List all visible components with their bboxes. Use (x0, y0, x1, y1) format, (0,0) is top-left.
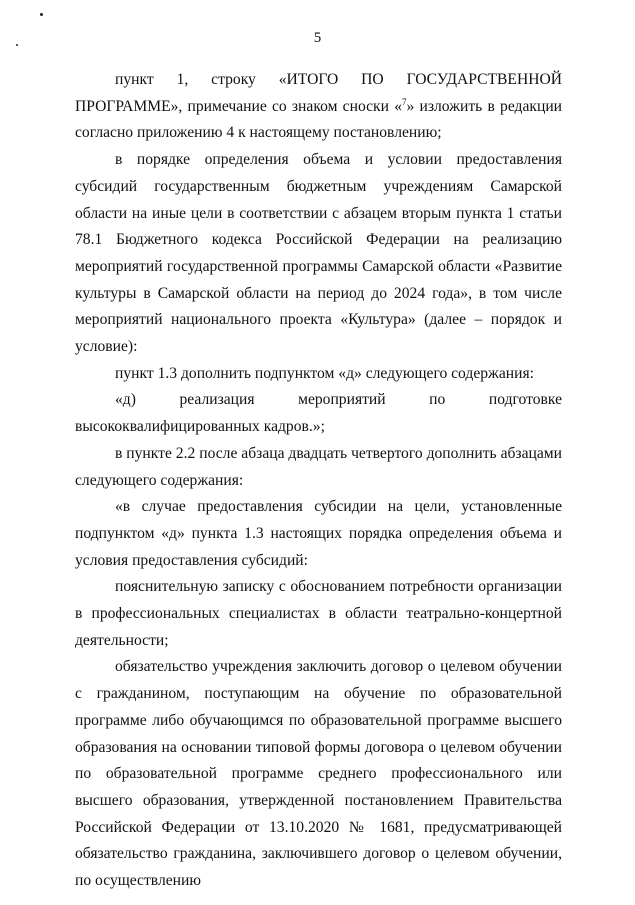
paragraph-6: «в случае предоставления субсидии на цели, установленные подпунктом «д» пункта 1.3 настоящих порядка определения объема и условия предоставления субсидий: (75, 498, 562, 569)
paragraph-2: в порядке определения объема и условии предоставления субсидий государственным бюджетным учреждениям Самарской области на иные цели в соответствии с абзацем вторым пункта 1 статьи 78.1 Бюджетного кодекса Российской Федерации на реализацию мероприятий государственной программы Самарской области «Развитие культуры в Самарской области на период до 2024 года», в том числе мероприятий национального проекта «Культура» (далее – порядок и условие): (75, 151, 562, 356)
paragraph-8: обязательство учреждения заключить договор о целевом обучении с гражданином, поступающим на обучение по образовательной программе либо обучающимся по образовательной программе высшего образования на основании типовой формы договора о целевом обучении по образовательной программе среднего профессионального или высшего образования, утвержденной постановлением Правительства Российской Федерации от 13.10.2020 № 1681, предусматривающей обязательство гражданина, заключившего договор о целевом обучении, по осуществлению (75, 658, 562, 890)
paragraph-1-text-end: » изложить в редакции согласно приложению 4 к настоящему постановлению; (75, 97, 563, 142)
paragraph-7: пояснительную записку с обоснованием потребности организации в профессиональных специалистах в области театрально-концертной деятельности; (75, 578, 562, 649)
paragraph-1-text-start: пункт 1, строку «ИТОГО ПО ГОСУДАРСТВЕННОЙ ПРОГРАММЕ», примечание со знаком сноски « (75, 71, 562, 115)
paragraph-4: «д) реализация мероприятий по подготовке высококвалифицированных кадров.»; (75, 391, 562, 436)
page-number: 5 (313, 30, 322, 46)
document-body (75, 67, 562, 895)
paragraph-3: пункт 1.3 дополнить подпунктом «д» следующего содержания: (115, 364, 534, 382)
scan-speck (40, 13, 43, 16)
footnote-mark: 7 (402, 96, 407, 107)
paragraph-1 (75, 67, 562, 147)
paragraph-5: в пункте 2.2 после абзаца двадцать четвертого дополнить абзацами следующего содержания: (75, 444, 562, 489)
